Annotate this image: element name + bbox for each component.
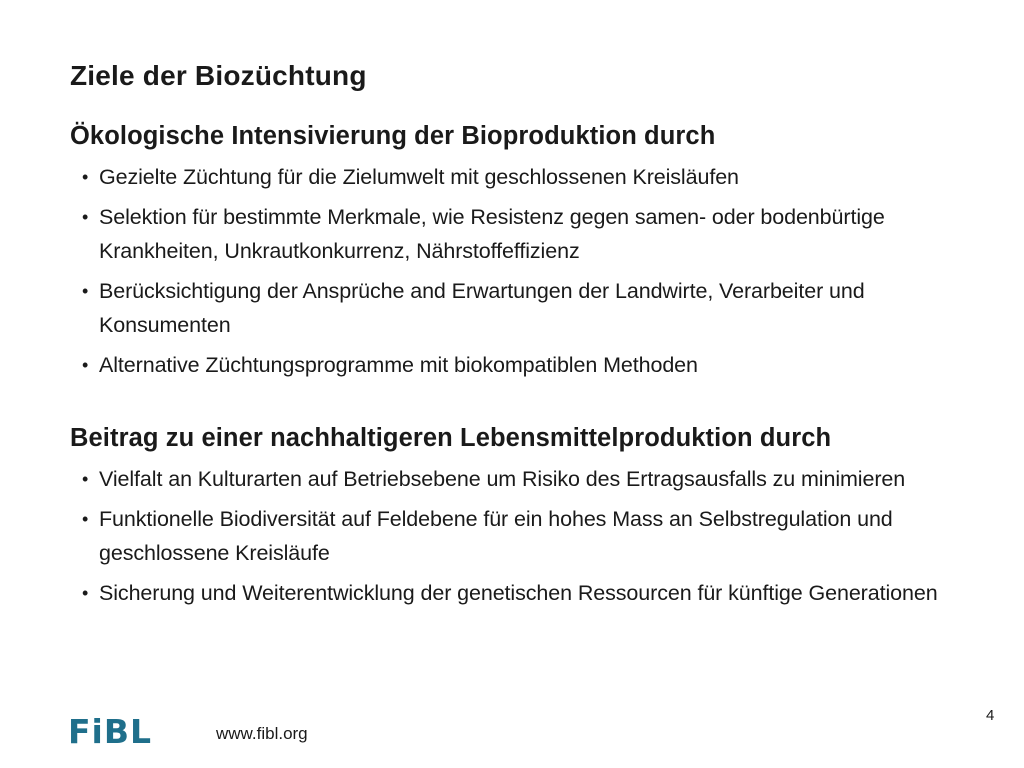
bullet-icon: • [82,355,89,375]
bullet-item [70,274,1000,342]
bullet-icon: • [82,469,89,489]
bullet-list [70,160,1000,382]
bullet-icon: • [82,509,89,529]
section-ecological-intensification [70,122,1000,388]
bullet-list [70,462,1000,610]
bullet-icon: • [82,583,89,603]
bullet-text: Gezielte Züchtung für die Zielumwelt mit geschlossenen Kreisläufen [99,165,739,189]
bullet-text: Alternative Züchtungsprogramme mit biokompatiblen Methoden [99,353,698,377]
section-sustainable-food-production [70,424,1000,616]
bullet-text: Sicherung und Weiterentwicklung der genetischen Ressourcen für künftige Generationen [99,581,938,605]
section-heading: Ökologische Intensivierung der Bioproduktion durch [70,122,716,150]
bullet-icon: • [82,281,89,301]
bullet-text: Funktionelle Biodiversität auf Feldebene für ein hohes Mass an Selbstregulation und geschlossene Kreisläufe [99,507,893,565]
bullet-item [70,160,1000,194]
bullet-icon: • [82,207,89,227]
bullet-item [70,502,1000,570]
bullet-icon: • [82,167,89,187]
bullet-item [70,348,1000,382]
footer-url[interactable]: www.fibl.org [216,724,308,743]
bullet-text: Vielfalt an Kulturarten auf Betriebsebene um Risiko des Ertragsausfalls zu minimieren [99,467,906,491]
bullet-item [70,200,1000,268]
section-heading: Beitrag zu einer nachhaltigeren Lebensmittelproduktion durch [70,424,832,452]
page-number: 4 [986,707,995,724]
bullet-text: Selektion für bestimmte Merkmale, wie Resistenz gegen samen- oder bodenbürtige Krankheiten, Unkrautkonkurrenz, Nährstoffeffizienz [99,205,885,263]
bullet-item [70,462,1000,496]
fibl-logo: FiBL [68,712,153,751]
bullet-item [70,576,1000,610]
slide-title: Ziele der Biozüchtung [70,60,367,91]
bullet-text: Berücksichtigung der Ansprüche and Erwartungen der Landwirte, Verarbeiter und Konsumenten [99,279,865,337]
